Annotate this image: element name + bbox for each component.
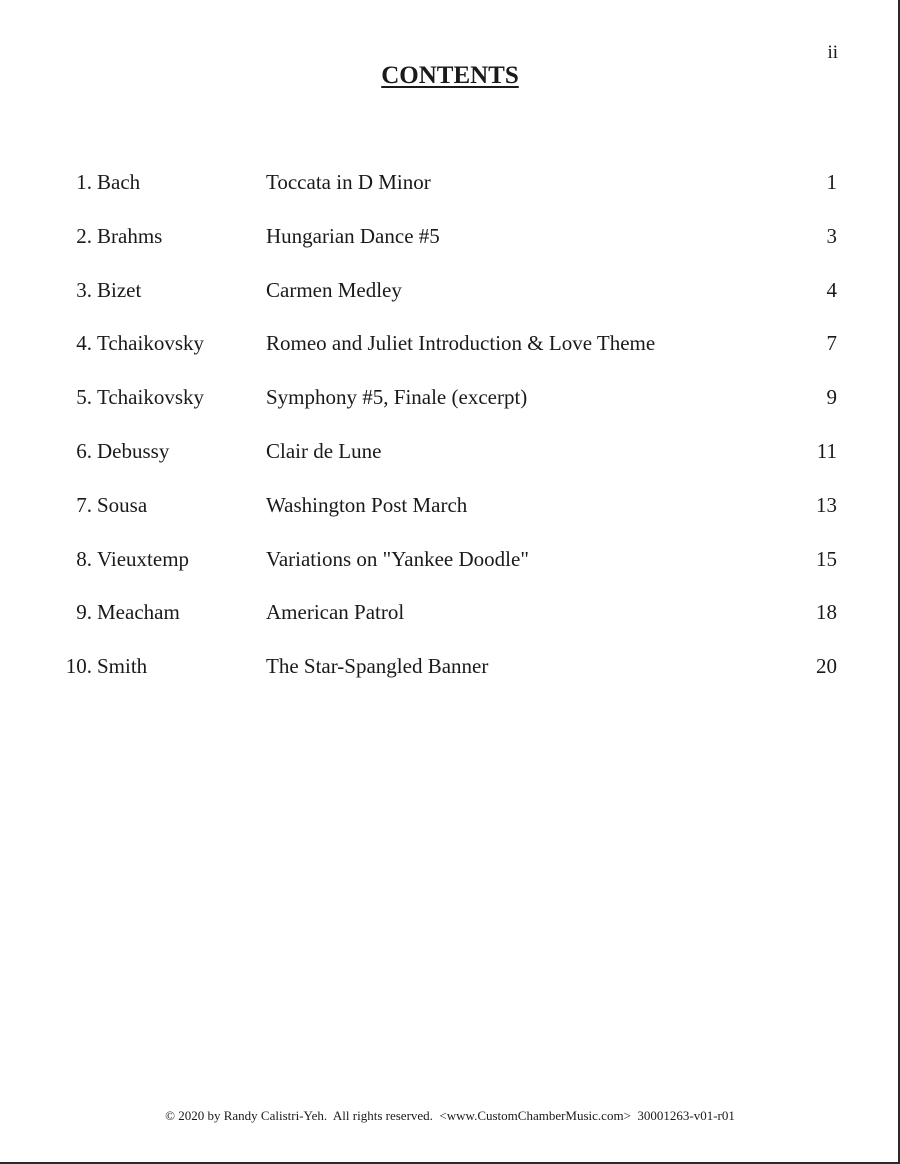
entry-composer: Bach	[97, 170, 141, 194]
entry-number: 8.	[76, 546, 92, 571]
toc-entry	[0, 547, 900, 601]
entry-piece: Washington Post March	[266, 492, 468, 517]
entry-page: 13	[816, 492, 837, 517]
entry-number: 4.	[76, 331, 92, 356]
entry-number: 3.	[76, 277, 92, 302]
entry-number: 2.	[76, 223, 92, 248]
toc-entry	[0, 654, 900, 708]
toc-entry	[0, 278, 900, 332]
entry-composer: Debussy	[97, 438, 170, 463]
entry-piece: Carmen Medley	[266, 277, 402, 302]
entry-page: 9	[826, 385, 837, 410]
copyright-footer: © 2020 by Randy Calistri-Yeh. All rights reserved. <www.CustomChamberMusic.com> 30001263-v01-r01	[165, 1108, 735, 1123]
entry-piece: Variations on "Yankee Doodle"	[266, 546, 529, 571]
entry-number: 6.	[76, 438, 92, 463]
entry-composer: Brahms	[97, 223, 163, 248]
toc-entry	[0, 170, 900, 224]
entry-composer: Meacham	[97, 600, 180, 625]
entry-page: 15	[816, 546, 837, 571]
toc-entry	[0, 331, 900, 385]
entry-composer: Bizet	[97, 277, 142, 302]
entry-composer: Sousa	[97, 492, 148, 517]
table-of-contents	[0, 170, 900, 708]
entry-piece: Hungarian Dance #5	[266, 223, 440, 248]
toc-entry	[0, 385, 900, 439]
entry-number: 5.	[76, 385, 92, 410]
entry-number: 10.	[65, 654, 92, 679]
toc-entry	[0, 224, 900, 278]
entry-piece: American Patrol	[266, 600, 405, 625]
entry-composer: Vieuxtemp	[97, 546, 190, 571]
entry-composer: Tchaikovsky	[97, 331, 205, 356]
entry-page: 3	[826, 223, 837, 248]
entry-piece: The Star-Spangled Banner	[266, 654, 489, 679]
entry-piece: Symphony #5, Finale (excerpt)	[266, 385, 528, 410]
entry-number: 1.	[76, 170, 92, 194]
entry-page: 18	[816, 600, 837, 625]
entry-number: 9.	[76, 600, 92, 625]
page-title: CONTENTS	[381, 62, 519, 89]
page-number: ii	[827, 42, 838, 63]
toc-entry	[0, 439, 900, 493]
entry-piece: Clair de Lune	[266, 438, 382, 463]
entry-composer: Tchaikovsky	[97, 385, 205, 410]
toc-entry	[0, 600, 900, 654]
entry-number: 7.	[76, 492, 92, 517]
entry-composer: Smith	[97, 654, 148, 679]
entry-page: 7	[826, 331, 837, 356]
entry-piece: Toccata in D Minor	[266, 170, 431, 194]
entry-page: 20	[816, 654, 837, 679]
entry-piece: Romeo and Juliet Introduction & Love Theme	[266, 331, 656, 356]
toc-entry	[0, 493, 900, 547]
entry-page: 1	[826, 170, 837, 194]
entry-page: 4	[826, 277, 837, 302]
entry-page: 11	[816, 438, 837, 463]
